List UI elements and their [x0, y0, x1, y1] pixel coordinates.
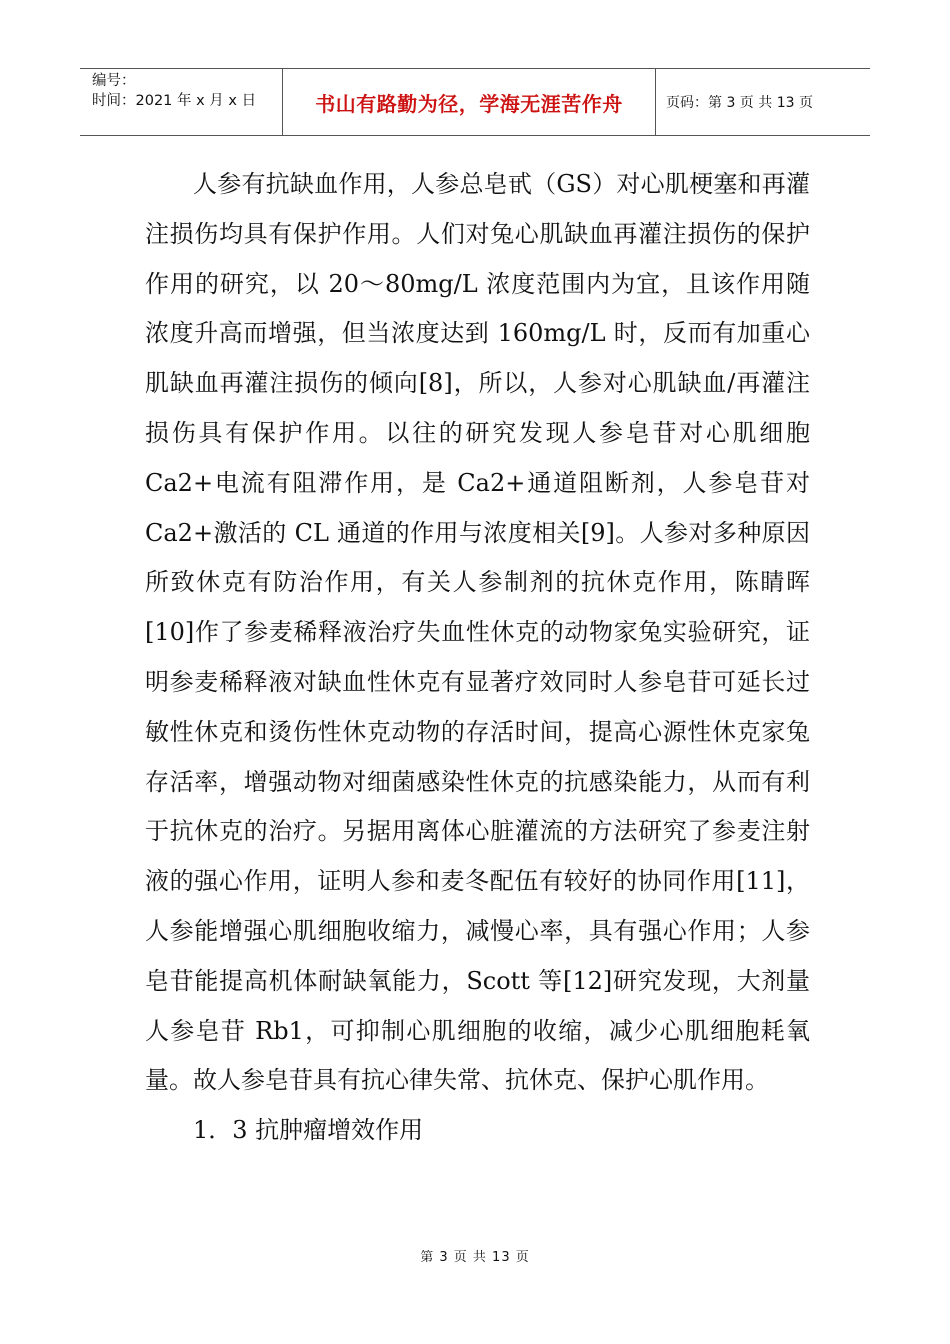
header-motto-cell	[283, 69, 656, 135]
document-header	[80, 68, 870, 136]
document-date-label: 时间：2021 年 x 月 x 日	[92, 93, 257, 109]
body-paragraph: 人参有抗缺血作用，人参总皂甙（GS）对心肌梗塞和再灌注损伤均具有保护作用。人们对兔心肌缺血再灌注损伤的保护作用的研究，以 20～80mg/L 浓度范围内为宜，且该作用随浓度升高而增强，但当浓度达到 160mg/L 时，反而有加重心肌缺血再灌注损伤的倾向[8]，所以，人参对心肌缺血/再灌注损伤具有保护作用。以往的研究发现人参皂苷对心肌细胞 Ca2+电流有阻滞作用，是 Ca2+通道阻断剂，人参皂苷对 Ca2+激活的 CL 通道的作用与浓度相关[9]。人参对多种原因所致休克有防治作用，有关人参制剂的抗休克作用，陈睛晖[10]作了参麦稀释液治疗失血性休克的动物家兔实验研究，证明参麦稀释液对缺血性休克有显著疗效同时人参皂苷可延长过敏性休克和烫伤性休克动物的存活时间，提高心源性休克家兔存活率，增强动物对细菌感染性休克的抗感染能力，从而有利于抗休克的治疗。另据用离体心脏灌流的方法研究了参麦注射液的强心作用，证明人参和麦冬配伍有较好的协同作用[11]，人参能增强心肌细胞收缩力，减慢心率，具有强心作用；人参皂苷能提高机体耐缺氧能力，Scott 等[12]研究发现，大剂量人参皂苷 Rb1，可抑制心肌细胞的收缩，减少心肌细胞耗氧量。故人参皂苷具有抗心律失常、抗休克、保护心肌作用。	[145, 170, 810, 1095]
header-page-info: 页码：第 3 页 共 13 页	[666, 95, 813, 111]
header-page-cell	[656, 69, 870, 135]
section-heading: 1．3 抗肿瘤增效作用	[193, 1116, 424, 1145]
header-meta-cell	[80, 69, 283, 135]
page-footer: 第 3 页 共 13 页	[420, 1250, 530, 1265]
header-motto: 书山有路勤为径，学海无涯苦作舟	[315, 91, 623, 116]
document-number-label: 编号：	[92, 73, 136, 89]
document-body	[145, 160, 810, 1156]
